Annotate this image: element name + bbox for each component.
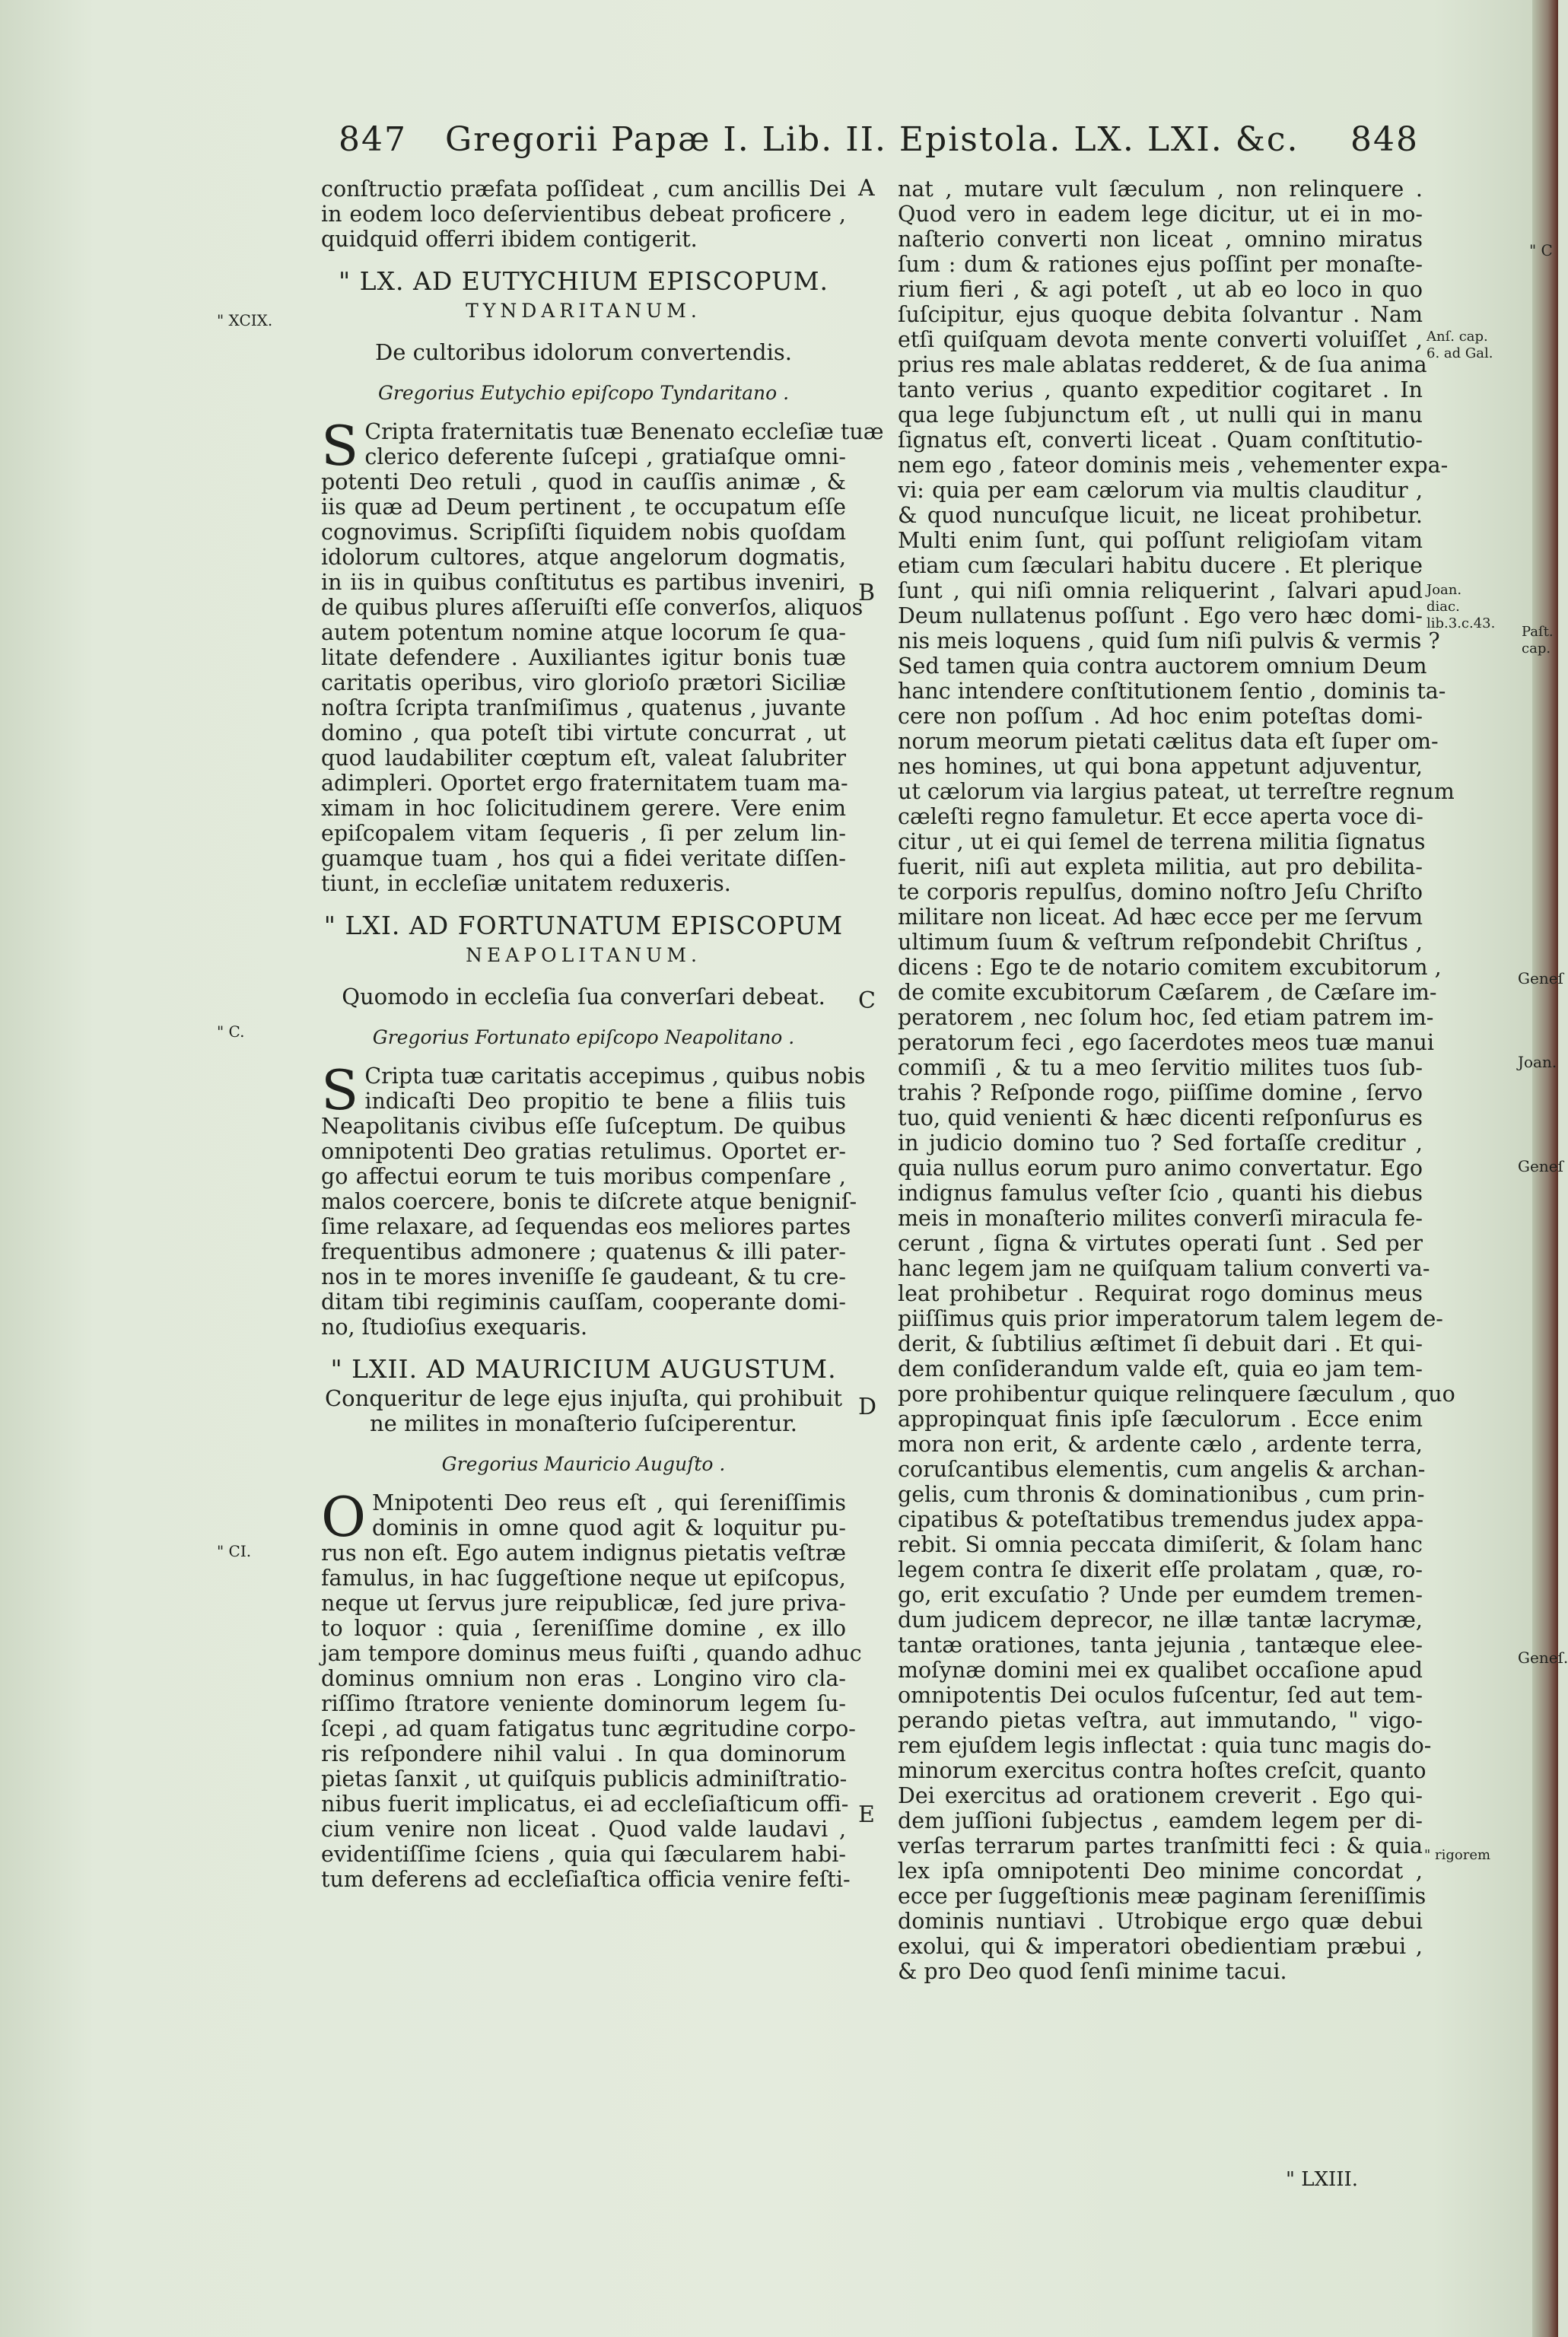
- text-line: guamque tuam , hos qui a fidei veritate diſſen-: [321, 846, 846, 871]
- drop-cap: O: [321, 1485, 367, 1549]
- text-line: ſime relaxare, ad ſequendas eos meliores partes: [321, 1214, 851, 1239]
- right-column: [898, 176, 1455, 1984]
- text-line: coruſcantibus elementis, cum angelis & archan-: [898, 1457, 1426, 1482]
- text-line: prius res male ablatas redderet, & de ſua anima: [898, 352, 1427, 377]
- text-line: qua lege ſubjunctum eſt , ut nulli qui in manu: [898, 402, 1423, 428]
- text-line: trahis ? Reſponde rogo, piiſſime domine , ſervo: [898, 1080, 1423, 1105]
- text-line: jam tempore dominus meus fuiſti , quando adhuc: [321, 1641, 862, 1666]
- text-line: peratorum feci , ego ſacerdotes meos tuæ manui: [898, 1030, 1435, 1055]
- summary-line: Conqueritur de lege ejus injuſta, qui prohibuit: [324, 1385, 842, 1411]
- margin-note-left: " C.: [217, 1022, 245, 1041]
- running-header: [339, 114, 1419, 167]
- page-number-left: 847: [339, 120, 407, 159]
- text-line: frequentibus admonere ; quatenus & illi pater-: [321, 1239, 846, 1264]
- text-line: litate defendere . Auxiliantes igitur bonis tuæ: [321, 645, 846, 670]
- text-line: noſtra ſcripta tranſmiſimus , quatenus , juvante: [321, 695, 846, 720]
- text-line: peratorem , nec ſolum hoc, ſed etiam patrem im-: [898, 1005, 1434, 1030]
- epistle-61-body: [321, 1058, 866, 1340]
- text-line: ſcepi , ad quam fatigatus tunc ægritudine corpo-: [321, 1716, 856, 1741]
- epistle-60-title: " LX. AD EUTYCHIUM EPISCOPUM.: [338, 266, 829, 296]
- margin-note-right: Geneſ.: [1518, 1649, 1568, 1667]
- text-line: ris reſpondere nihil valui . In qua dominorum: [321, 1741, 846, 1766]
- text-line: ecce per ſuggeſtionis meæ paginam ſereniſſimis: [898, 1884, 1426, 1909]
- text-line: Cripta tuæ caritatis accepimus , quibus nobis: [364, 1064, 866, 1089]
- text-line: Quod vero in eadem lege dicitur, ut ei in mo-: [898, 202, 1423, 227]
- text-line: commiſi , & tu a meo ſervitio milites tuos ſub-: [898, 1055, 1423, 1080]
- text-line: epiſcopalem vitam ſequeris , ſi per zelum lin-: [321, 821, 846, 846]
- text-line: tum deferens ad eccleſiaſtica officia venire feſti-: [321, 1867, 851, 1892]
- text-line: nos in te mores inveniſſe ſe gaudeant, & tu cre-: [321, 1264, 846, 1289]
- text-line: fuerit, niſi aut expleta militia, aut pro debilita-: [898, 854, 1423, 879]
- text-line: etſi quiſquam devota mente converti voluiſſet ,: [898, 327, 1423, 352]
- text-line: perando pietas veſtra, aut immutando, " vigo-: [898, 1708, 1423, 1733]
- text-line: potenti Deo retuli , quod in cauſſis animæ , &: [321, 469, 846, 494]
- text-line: ditam tibi regiminis cauſſam, cooperante domi-: [321, 1289, 846, 1315]
- text-line: de quibus plures aſſeruiſti eſſe converſos, aliquos: [321, 595, 864, 620]
- margin-note-right: Paſt. cap.: [1522, 624, 1554, 657]
- text-line: cæleſti regno famuletur. Et ecce aperta voce di-: [898, 804, 1423, 829]
- epistle-62-continuation: [898, 176, 1455, 1984]
- drop-cap: S: [321, 414, 359, 478]
- text-line: cerunt , ſigna & virtutes operati ſunt . Sed per: [898, 1231, 1423, 1256]
- margin-note-right: " C: [1529, 241, 1553, 259]
- margin-note-right: Joan. diac. lib.3.c.43.: [1426, 582, 1496, 631]
- margin-note-left: " CI.: [217, 1542, 252, 1560]
- continuation-text: [321, 176, 846, 252]
- text-line: Dei exercitus ad orationem creverit . Ego qui-: [898, 1783, 1423, 1808]
- text-line: cipatibus & poteſtatibus tremendus judex appa-: [898, 1507, 1424, 1532]
- text-line: quod laudabiliter cœptum eſt, valeat ſalubriter: [321, 746, 846, 771]
- left-column: [321, 176, 884, 1892]
- text-line: legem contra ſe dixerit eſſe prolatam , quæ, ro-: [898, 1557, 1423, 1582]
- text-line: dominis nuntiavi . Utrobique ergo quæ debui: [898, 1909, 1423, 1934]
- header-title: Gregorii Papæ I. Lib. II. Epistola. LX. LXI. &c.: [445, 120, 1299, 159]
- text-line: neque ut ſervus jure reipublicæ, ſed jure priva-: [321, 1591, 846, 1616]
- text-line: ſum : dum & rationes ejus poſſint per monaſte-: [898, 252, 1423, 277]
- text-line: Cripta fraternitatis tuæ Benenato eccleſiæ tuæ: [364, 419, 884, 444]
- text-line: malos coercere, bonis te diſcrete atque benigniſ-: [321, 1189, 857, 1214]
- text-line: de comite excubitorum Cæſarem , de Cæſare im-: [898, 980, 1437, 1005]
- text-line: tiunt, in eccleſiæ unitatem reduxeris.: [321, 871, 731, 896]
- text-line: autem potentum nomine atque locorum ſe qua-: [321, 620, 846, 645]
- text-line: nis meis loquens , quid ſum niſi pulvis & vermis ?: [898, 628, 1440, 653]
- text-line: in iis in quibus conſtitutus es partibus inveniri,: [321, 570, 846, 595]
- epistle-62-summary: [321, 1386, 846, 1436]
- text-line: Multi enim ſunt, qui poſſunt religioſam vitam: [898, 528, 1423, 553]
- text-line: nibus fuerit implicatus, ei ad eccleſiaſticum offi-: [321, 1792, 849, 1817]
- text-line: militare non liceat. Ad hæc ecce per me ſervum: [898, 905, 1423, 930]
- text-line: idolorum cultores, atque angelorum dogmatis,: [321, 545, 846, 570]
- epistle-62-salutation: Gregorius Mauricio Auguſto .: [441, 1453, 726, 1475]
- epistle-60-subtitle: TYNDARITANUM.: [466, 300, 701, 322]
- text-line: dem juſſioni ſubjectus , eamdem legem per di-: [898, 1808, 1423, 1833]
- text-line: quia nullus eorum puro animo convertatur. Ego: [898, 1156, 1423, 1181]
- text-line: te corporis repulſus, domino noſtro Jeſu Chriſto: [898, 879, 1423, 905]
- section-letter-c: C: [858, 987, 876, 1014]
- text-line: Sed tamen quia contra auctorem omnium Deum: [898, 653, 1427, 679]
- drop-cap: S: [321, 1058, 359, 1122]
- text-line: go affectui eorum te tuis moribus compenſare ,: [321, 1164, 846, 1189]
- text-line: rium fieri , & agi poteſt , ut ab eo loco in quo: [898, 277, 1423, 302]
- text-line: iis quæ ad Deum pertinent , te occupatum eſſe: [321, 494, 846, 520]
- text-line: derit, & ſubtilius æſtimet ſi debuit dari . Et qui-: [898, 1331, 1423, 1356]
- text-line: leat prohibetur . Requirat rogo dominus meus: [898, 1281, 1423, 1306]
- text-line: dicens : Ego te de notario comitem excubitorum ,: [898, 955, 1442, 980]
- catchword: " LXIII.: [1286, 2168, 1359, 2191]
- section-letter-b: B: [858, 580, 876, 606]
- epistle-61-summary: Quomodo in eccleſia ſua converſari debeat.: [342, 984, 825, 1010]
- text-line: gelis, cum thronis & dominationibus , cum prin-: [898, 1482, 1425, 1507]
- text-line: adimpleri. Oportet ergo fraternitatem tuam ma-: [321, 771, 848, 796]
- text-line: hanc intendere conſtitutionem ſentio , dominis ta-: [898, 679, 1446, 704]
- text-line: verſas terrarum partes tranſmitti feci : & quia: [898, 1833, 1423, 1858]
- text-line: conſtructio præfata poſſideat , cum ancillis Dei: [321, 176, 846, 202]
- text-line: cium venire non liceat . Quod valde laudavi ,: [321, 1817, 846, 1842]
- text-line: rus non eſt. Ego autem indignus pietatis veſtræ: [321, 1541, 846, 1566]
- page-number-right: 848: [1350, 120, 1419, 159]
- text-line: evidentiſſime ſciens , quia qui ſæcularem habi-: [321, 1842, 846, 1867]
- text-line: omnipotentis Dei oculos fuſcentur, ſed aut tem-: [898, 1683, 1423, 1708]
- summary-line: ne milites in monaſterio ſuſciperentur.: [369, 1410, 798, 1436]
- text-line: lex ipſa omnipotenti Deo minime concordat ,: [898, 1858, 1423, 1884]
- section-letter-d: D: [858, 1394, 877, 1420]
- text-line: tanto verius , quanto expeditior cogitaret . In: [898, 377, 1423, 402]
- text-line: appropinquat finis ipſe ſæculorum . Ecce enim: [898, 1407, 1423, 1432]
- text-line: omnipotenti Deo gratias retulimus. Oportet er-: [321, 1139, 846, 1164]
- text-line: dominis in omne quod agit & loquitur pu-: [372, 1515, 846, 1541]
- text-line: etiam cum ſæculari habitu ducere . Et plerique: [898, 553, 1423, 578]
- section-letter-a: A: [858, 175, 875, 202]
- epistle-62-title: " LXII. AD MAURICIUM AUGUSTUM.: [330, 1354, 837, 1384]
- text-line: citur , ut ei qui ſemel de terrena militia ſignatus: [898, 829, 1426, 854]
- text-line: go, erit excuſatio ? Unde per eumdem tremen-: [898, 1582, 1423, 1607]
- text-line: pietas ſanxit , ut quiſquis publicis adminiſtratio-: [321, 1766, 848, 1792]
- text-line: & pro Deo quod ſenſi minime tacui.: [898, 1959, 1287, 1984]
- text-line: in judicio domino tuo ? Sed fortaſſe creditur ,: [898, 1130, 1423, 1156]
- text-line: minorum exercitus contra hoſtes creſcit, quanto: [898, 1758, 1426, 1783]
- text-line: dem conſiderandum valde eſt, quia eo jam tem-: [898, 1356, 1423, 1382]
- text-line: clerico deferente ſuſcepi , gratiaſque omni-: [364, 444, 846, 469]
- text-line: indicaſti Deo propitio te bene a filiis tuis: [364, 1089, 846, 1114]
- text-line: exolui, qui & imperatori obedientiam præbui ,: [898, 1934, 1423, 1959]
- text-line: caritatis operibus, viro glorioſo prætori Siciliæ: [321, 670, 846, 695]
- text-line: ultimum ſuum & veſtrum reſpondebit Chriſtus ,: [898, 930, 1423, 955]
- text-line: tantæ orationes, tanta jejunia , tantæque elee-: [898, 1633, 1423, 1658]
- text-line: dum judicem deprecor, ne illæ tantæ lacrymæ,: [898, 1607, 1423, 1633]
- text-line: moſynæ domini mei ex qualibet occaſione apud: [898, 1658, 1423, 1683]
- text-line: pore prohibentur quique relinquere ſæculum , quo: [898, 1382, 1455, 1407]
- text-line: riſſimo ſtratore veniente dominorum legem ſu-: [321, 1691, 846, 1716]
- epistle-61-subtitle: NEAPOLITANUM.: [466, 944, 701, 966]
- text-line: ſignatus eſt, converti liceat . Quam conſtitutio-: [898, 428, 1423, 453]
- text-line: Neapolitanis civibus eſſe ſuſceptum. De quibus: [321, 1114, 846, 1139]
- epistle-62-body: [321, 1485, 862, 1892]
- text-line: no, ſtudioſius exequaris.: [321, 1315, 588, 1340]
- epistle-61-salutation: Gregorius Fortunato epiſcopo Neapolitano .: [372, 1026, 795, 1048]
- text-line: cognovimus. Scripſiſti ſiquidem nobis quoſdam: [321, 520, 846, 545]
- margin-note-right: Geneſ: [1518, 1157, 1563, 1175]
- text-line: naſterio converti non liceat , omnino miratus: [898, 227, 1423, 252]
- text-line: Deum nullatenus poſſunt . Ego vero hæc domi-: [898, 603, 1423, 628]
- text-line: ut cælorum via largius pateat, ut terreſtre regnum: [898, 779, 1455, 804]
- text-line: meis in monaſterio milites converſi miracula fe-: [898, 1206, 1423, 1231]
- text-line: mora non erit, & ardente cælo , ardente terra,: [898, 1432, 1423, 1457]
- text-line: & quod nuncuſque licuit, ne liceat prohibetur.: [898, 503, 1423, 528]
- text-line: nem ego , fateor dominis meis , vehementer expa-: [898, 453, 1449, 478]
- text-line: ximam in hoc ſolicitudinem gerere. Vere enim: [321, 796, 846, 821]
- epistle-60-salutation: Gregorius Eutychio epiſcopo Tyndaritano .: [377, 382, 790, 404]
- text-line: nat , mutare vult ſæculum , non relinquere .: [898, 176, 1423, 202]
- text-line: to loquor : quia , ſereniſſime domine , ex illo: [321, 1616, 846, 1641]
- text-line: in eodem loco deſervientibus debeat proficere ,: [321, 202, 846, 227]
- text-line: norum meorum pietati cælitus data eſt ſuper om-: [898, 729, 1439, 754]
- text-line: ſuſcipitur, ejus quoque debita ſolvantur . Nam: [898, 302, 1423, 327]
- margin-note-right: " rigorem: [1424, 1847, 1491, 1863]
- section-letter-e: E: [858, 1801, 875, 1828]
- text-line: nes homines, ut qui bona appetunt adjuventur,: [898, 754, 1423, 779]
- text-line: rem ejuſdem legis inflectat : quia tunc magis do-: [898, 1733, 1432, 1758]
- margin-note-left: " XCIX.: [217, 311, 273, 329]
- text-line: tuo, quid venienti & hæc dicenti reſponſurus es: [898, 1105, 1423, 1130]
- text-line: domino , qua poteſt tibi virtute concurrat , ut: [321, 720, 846, 746]
- text-line: dominus omnium non eras . Longino viro cla-: [321, 1666, 846, 1691]
- epistle-61-title: " LXI. AD FORTUNATUM EPISCOPUM: [323, 911, 844, 940]
- text-line: rebit. Si omnia peccata dimiſerit, & ſolam hanc: [898, 1532, 1423, 1557]
- text-line: hanc legem jam ne quiſquam talium converti va-: [898, 1256, 1430, 1281]
- text-line: ſunt , qui niſi omnia reliquerint , ſalvari apud: [898, 578, 1423, 603]
- margin-note-right: Anſ. cap. 6. ad Gal.: [1426, 329, 1493, 361]
- epistle-60-summary: De cultoribus idolorum convertendis.: [375, 339, 792, 365]
- margin-note-right: Joan.: [1518, 1053, 1557, 1071]
- text-line: famulus, in hac ſuggeſtione neque ut epiſcopus,: [321, 1566, 846, 1591]
- margin-note-right: Geneſ: [1518, 969, 1563, 987]
- epistle-60-body: [321, 414, 884, 896]
- text-line: Mnipotenti Deo reus eſt , qui ſereniſſimis: [372, 1490, 846, 1515]
- text-line: cere non poſſum . Ad hoc enim poteſtas domi-: [898, 704, 1423, 729]
- text-line: quidquid offerri ibidem contigerit.: [321, 227, 698, 252]
- text-line: indignus famulus veſter ſcio , quanti his diebus: [898, 1181, 1423, 1206]
- text-line: piiſſimus quis prior imperatorum talem legem de-: [898, 1306, 1443, 1331]
- text-line: vi: quia per eam cælorum via multis clauditur ,: [898, 478, 1423, 503]
